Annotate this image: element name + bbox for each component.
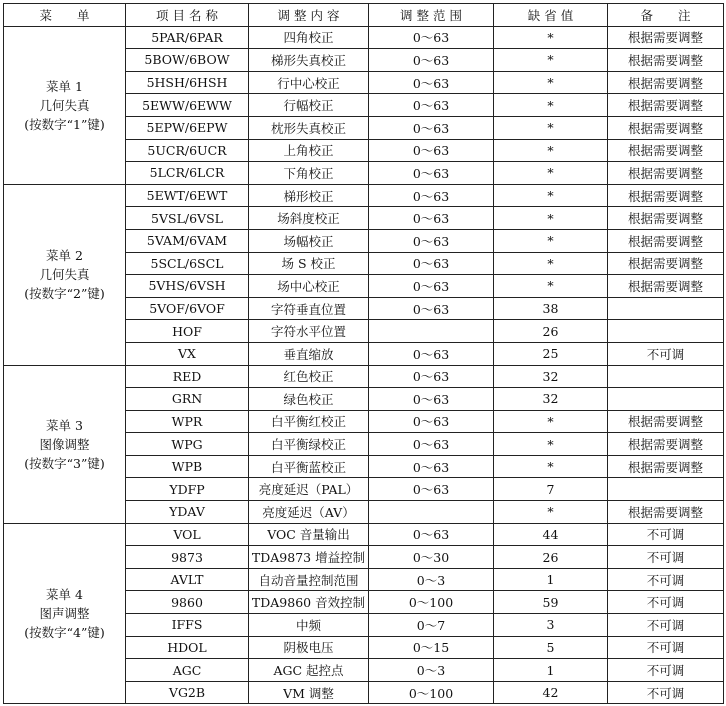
adjust-content-cell: AGC 起控点 [249,659,369,682]
default-value-cell: 32 [494,365,608,388]
item-name-cell: 9873 [126,546,249,569]
default-value-cell: 1 [494,659,608,682]
default-value-cell: * [494,26,608,49]
adjust-content-cell: 中频 [249,614,369,637]
table-row [4,523,724,546]
adjust-content-cell: 梯形校正 [249,184,369,207]
adjust-range-cell: 0～63 [369,116,494,139]
item-name-cell: 5EWT/6EWT [126,184,249,207]
adjust-range-cell: 0～63 [369,162,494,185]
remarks-cell: 根据需要调整 [608,501,724,524]
adjust-content-cell: 场斜度校正 [249,207,369,230]
adjust-range-cell: 0～30 [369,546,494,569]
menu-label-line: (按数字“1”键) [24,116,105,132]
remarks-cell: 根据需要调整 [608,162,724,185]
menu-label-line: 菜单 3 [46,417,83,433]
header-remarks: 备 注 [608,4,724,27]
default-value-cell: 59 [494,591,608,614]
default-value-cell: * [494,410,608,433]
remarks-cell: 不可调 [608,681,724,704]
adjust-range-cell: 0～63 [369,49,494,72]
item-name-cell: 5VOF/6VOF [126,297,249,320]
remarks-cell: 不可调 [608,546,724,569]
adjust-range-cell: 0～63 [369,410,494,433]
adjust-content-cell: 绿色校正 [249,388,369,411]
adjust-content-cell: TDA9860 音效控制 [249,591,369,614]
item-name-cell: 5EWW/6EWW [126,94,249,117]
remarks-cell: 根据需要调整 [608,71,724,94]
remarks-cell: 不可调 [608,591,724,614]
adjust-content-cell: TDA9873 增益控制 [249,546,369,569]
adjust-content-cell: 场中心校正 [249,275,369,298]
menu-label-line: (按数字“4”键) [24,625,105,641]
remarks-cell: 根据需要调整 [608,207,724,230]
item-name-cell: AGC [126,659,249,682]
remarks-cell: 根据需要调整 [608,252,724,275]
remarks-cell [608,388,724,411]
item-name-cell: 5HSH/6HSH [126,71,249,94]
table-row [4,26,724,49]
adjust-content-cell: 场 S 校正 [249,252,369,275]
adjust-content-cell: 四角校正 [249,26,369,49]
default-value-cell: * [494,162,608,185]
adjust-content-cell: 行幅校正 [249,94,369,117]
adjust-content-cell: VM 调整 [249,681,369,704]
default-value-cell: * [494,116,608,139]
adjust-content-cell: 梯形失真校正 [249,49,369,72]
adjust-range-cell: 0～63 [369,26,494,49]
item-name-cell: WPG [126,433,249,456]
default-value-cell: 44 [494,523,608,546]
default-value-cell: * [494,455,608,478]
adjust-range-cell: 0～15 [369,636,494,659]
adjust-range-cell: 0～63 [369,455,494,478]
header-menu: 菜 单 [4,4,126,27]
default-value-cell: * [494,49,608,72]
settings-table [3,3,724,704]
default-value-cell: * [494,94,608,117]
item-name-cell: 5VHS/6VSH [126,275,249,298]
adjust-range-cell: 0～63 [369,94,494,117]
header-row [4,4,724,27]
remarks-cell: 根据需要调整 [608,229,724,252]
menu-label-line: (按数字“2”键) [24,286,105,302]
adjust-range-cell: 0～63 [369,388,494,411]
remarks-cell [608,297,724,320]
default-value-cell: * [494,71,608,94]
remarks-cell: 不可调 [608,342,724,365]
menu-group-cell [4,26,126,184]
default-value-cell: 26 [494,546,608,569]
adjust-range-cell [369,501,494,524]
default-value-cell: 32 [494,388,608,411]
item-name-cell: 5VAM/6VAM [126,229,249,252]
remarks-cell: 根据需要调整 [608,116,724,139]
adjust-content-cell: 亮度延迟（AV） [249,501,369,524]
remarks-cell: 根据需要调整 [608,139,724,162]
default-value-cell: * [494,252,608,275]
adjust-range-cell: 0～63 [369,184,494,207]
adjust-range-cell: 0～63 [369,229,494,252]
default-value-cell: 3 [494,614,608,637]
item-name-cell: VG2B [126,681,249,704]
adjust-content-cell: 白平衡蓝校正 [249,455,369,478]
adjust-content-cell: 白平衡绿校正 [249,433,369,456]
default-value-cell: 25 [494,342,608,365]
default-value-cell: 38 [494,297,608,320]
menu-label-line: 图声调整 [39,606,90,622]
adjust-range-cell: 0～3 [369,659,494,682]
item-name-cell: WPB [126,455,249,478]
adjust-content-cell: 亮度延迟（PAL） [249,478,369,501]
remarks-cell: 根据需要调整 [608,184,724,207]
menu-group-cell [4,523,126,704]
table-row [4,184,724,207]
adjust-content-cell: 红色校正 [249,365,369,388]
adjust-content-cell: 行中心校正 [249,71,369,94]
remarks-cell: 不可调 [608,614,724,637]
default-value-cell: 42 [494,681,608,704]
adjust-content-cell: 白平衡红校正 [249,410,369,433]
adjust-range-cell: 0～63 [369,275,494,298]
item-name-cell: VX [126,342,249,365]
adjust-content-cell: 字符垂直位置 [249,297,369,320]
adjust-range-cell: 0～63 [369,252,494,275]
adjust-content-cell: 垂直缩放 [249,342,369,365]
item-name-cell: HDOL [126,636,249,659]
item-name-cell: RED [126,365,249,388]
adjust-content-cell: 阴极电压 [249,636,369,659]
item-name-cell: YDAV [126,501,249,524]
menu-label-line: (按数字“3”键) [24,455,105,471]
header-adjust-content: 调 整 内 容 [249,4,369,27]
remarks-cell: 根据需要调整 [608,275,724,298]
item-name-cell: 5SCL/6SCL [126,252,249,275]
remarks-cell: 不可调 [608,636,724,659]
adjust-range-cell: 0～100 [369,591,494,614]
table-row [4,365,724,388]
adjust-range-cell: 0～63 [369,365,494,388]
default-value-cell: * [494,275,608,298]
default-value-cell: * [494,207,608,230]
item-name-cell: 5BOW/6BOW [126,49,249,72]
menu-label-line: 菜单 4 [46,587,83,603]
remarks-cell: 根据需要调整 [608,455,724,478]
item-name-cell: 5UCR/6UCR [126,139,249,162]
adjust-range-cell: 0～63 [369,523,494,546]
default-value-cell: 5 [494,636,608,659]
menu-label-line: 图像调整 [39,436,90,452]
default-value-cell: * [494,184,608,207]
adjust-content-cell: 下角校正 [249,162,369,185]
header-item-name: 项 目 名 称 [126,4,249,27]
menu-group-cell [4,184,126,365]
adjust-content-cell: 场幅校正 [249,229,369,252]
adjust-range-cell: 0～63 [369,297,494,320]
adjust-range-cell: 0～63 [369,342,494,365]
remarks-cell: 不可调 [608,523,724,546]
default-value-cell: * [494,229,608,252]
item-name-cell: IFFS [126,614,249,637]
adjust-content-cell: VOC 音量输出 [249,523,369,546]
item-name-cell: GRN [126,388,249,411]
adjust-range-cell: 0～63 [369,433,494,456]
header-default-value: 缺 省 值 [494,4,608,27]
remarks-cell [608,365,724,388]
adjust-range-cell: 0～63 [369,71,494,94]
adjust-range-cell: 0～7 [369,614,494,637]
adjust-range-cell: 0～100 [369,681,494,704]
adjust-range-cell [369,320,494,343]
adjust-content-cell: 枕形失真校正 [249,116,369,139]
item-name-cell: AVLT [126,568,249,591]
adjust-range-cell: 0～63 [369,207,494,230]
remarks-cell [608,320,724,343]
remarks-cell: 根据需要调整 [608,410,724,433]
remarks-cell: 根据需要调整 [608,433,724,456]
default-value-cell: 1 [494,568,608,591]
item-name-cell: WPR [126,410,249,433]
item-name-cell: 5EPW/6EPW [126,116,249,139]
default-value-cell: 26 [494,320,608,343]
remarks-cell: 根据需要调整 [608,49,724,72]
item-name-cell: 5VSL/6VSL [126,207,249,230]
item-name-cell: 5LCR/6LCR [126,162,249,185]
remarks-cell [608,478,724,501]
item-name-cell: 9860 [126,591,249,614]
remarks-cell: 不可调 [608,568,724,591]
default-value-cell: 7 [494,478,608,501]
adjust-content-cell: 字符水平位置 [249,320,369,343]
menu-label-line: 菜单 2 [46,248,83,264]
table-body [4,26,724,704]
header-adjust-range: 调 整 范 围 [369,4,494,27]
adjust-content-cell: 上角校正 [249,139,369,162]
menu-group-cell [4,365,126,523]
default-value-cell: * [494,139,608,162]
item-name-cell: 5PAR/6PAR [126,26,249,49]
default-value-cell: * [494,433,608,456]
default-value-cell: * [494,501,608,524]
item-name-cell: VOL [126,523,249,546]
item-name-cell: HOF [126,320,249,343]
remarks-cell: 根据需要调整 [608,94,724,117]
adjust-range-cell: 0～63 [369,139,494,162]
menu-label-line: 菜单 1 [46,78,83,94]
adjust-range-cell: 0～3 [369,568,494,591]
adjust-range-cell: 0～63 [369,478,494,501]
menu-label-line: 几何失真 [39,267,90,283]
remarks-cell: 根据需要调整 [608,26,724,49]
item-name-cell: YDFP [126,478,249,501]
remarks-cell: 不可调 [608,659,724,682]
menu-label-line: 几何失真 [39,97,90,113]
adjust-content-cell: 自动音量控制范围 [249,568,369,591]
